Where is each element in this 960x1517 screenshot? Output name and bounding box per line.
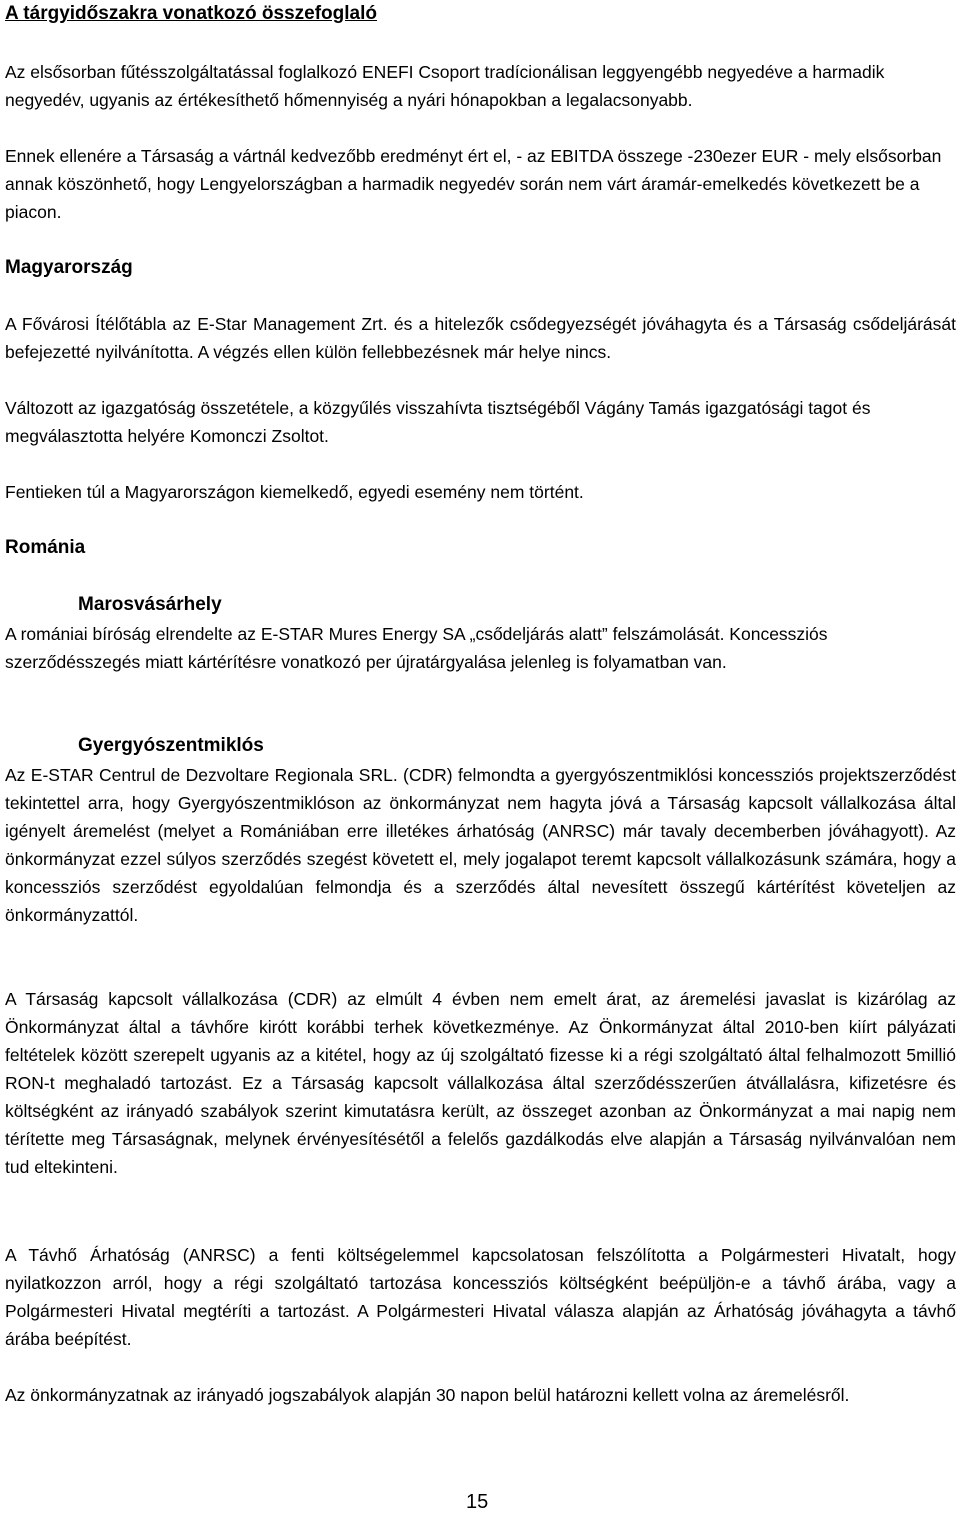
page-number: 15 [466, 1491, 489, 1513]
gyergyo-paragraph-2: A Társaság kapcsolt vállalkozása (CDR) az elmúlt 4 évben nem emelt árat, az áremelési javaslat is kizárólag az Önkormányzat által a távhőre kirótt korábbi terhek következménye. Az Önkormányzat által 2010-ben kiírt pályázati feltételek között szerepelt ugyanis az a kitétel, hogy az új szolgáltató fizesse ki a régi szolgáltató által felhalmozott 5millió RON-t meghaladó tartozást. Ez a Társaság kapcsolt vállalkozása által szerződésszerűen átvállalásra, kifizetésre és költségként az irányadó szabályok szerint kimutatásra került, az összeget azonban az Önkormányzat a mai napig nem térítette meg Társaságnak, melynek érvényesítésétől a felelős gazdálkodás elve alapján a Társaság nyilvánvalóan nem tud eltekinteni. [5, 989, 956, 1177]
intro-paragraph-1: Az elsősorban fűtésszolgáltatással foglalkozó ENEFI Csoport tradícionálisan leggyengébb negyedéve a harmadik negyedév, ugyanis az értékesíthető hőmennyiség a nyári hónapokban a legalacsonyabb. [5, 62, 885, 110]
section-heading-hungary: Magyarország [5, 257, 133, 278]
intro-paragraph-2: Ennek ellenére a Társaság a vártnál kedvezőbb eredményt ért el, - az EBITDA összege -230ezer EUR - mely elsősorban annak köszönhető, hogy Lengyelországban a harmadik negyedév során nem várt áramár-emelkedés következett be a piacon. [5, 146, 942, 222]
hungary-paragraph-1: A Fővárosi Ítélőtábla az E-Star Management Zrt. és a hitelezők csődegyezségét jóváhagyta és a Társaság csődeljárását befejezetté nyilvánította. A végzés ellen külön fellebbezésnek már helye nincs. [5, 314, 956, 362]
gyergyo-paragraph-3-part-2: e a távhő árába, vagy a Polgármesteri Hivatal megtéríti a tartozást. A Polgármesteri Hivatal válasza alapján az Árhatóság jóváhagyta a távhő árába beépítést. [5, 1273, 956, 1349]
subsection-heading-marosvasarhely: Marosvásárhely [78, 594, 222, 615]
gyergyo-paragraph-3 [5, 1241, 956, 1353]
hungary-paragraph-2: Változott az igazgatóság összetétele, a közgyűlés visszahívta tisztségéből Vágány Tamás igazgatósági tagot és megválasztotta helyére Komonczi Zsoltot. [5, 398, 871, 446]
gyergyo-paragraph-1: Az E-STAR Centrul de Dezvoltare Regionala SRL. (CDR) felmondta a gyergyószentmiklósi koncessziós projektszerződést tekintettel arra, hogy Gyergyószentmiklóson az önkormányzat nem hagyta jóvá a Társaság kapcsolt vállalkozása által igényelt áremelést (melyet a Romániában erre illetékes árhatóság (ANRSC) már tavaly decemberben jóváhagyott). Az önkormányzat ezzel súlyos szerződés szegést követett el, mely jogalapot teremt kapcsolt vállalkozásunk számára, hogy a koncessziós szerződést egyoldalúan felmondja és a szerződés által nevesített összegű kártérítést követeljen az önkormányzattól. [5, 765, 956, 925]
gyergyo-paragraph-3-part-1: A Távhő Árhatóság (ANRSC) a fenti költségelemmel kapcsolatosan felszólította a Polgármesteri Hivatalt, hogy nyilatkozzon arról, hogy a régi szolgáltató tartozása koncessziós költségként beépüljön- [5, 1245, 956, 1293]
marosvasarhely-paragraph: A romániai bíróság elrendelte az E-STAR Mures Energy SA „csődeljárás alatt” felszámolását. Koncessziós szerződésszegés miatt kártérítésre vonatkozó per újratárgyalása jelenleg is folyamatban van. [5, 624, 828, 672]
section-heading-romania: Románia [5, 537, 86, 558]
page-title: A tárgyidőszakra vonatkozó összefoglaló [5, 3, 377, 24]
subsection-heading-gyergyoszentmiklos: Gyergyószentmiklós [78, 735, 264, 756]
gyergyo-paragraph-4: Az önkormányzatnak az irányadó jogszabályok alapján 30 napon belül határozni kellett volna az áremelésről. [5, 1385, 850, 1405]
hungary-paragraph-3: Fentieken túl a Magyarországon kiemelkedő, egyedi esemény nem történt. [5, 482, 584, 502]
